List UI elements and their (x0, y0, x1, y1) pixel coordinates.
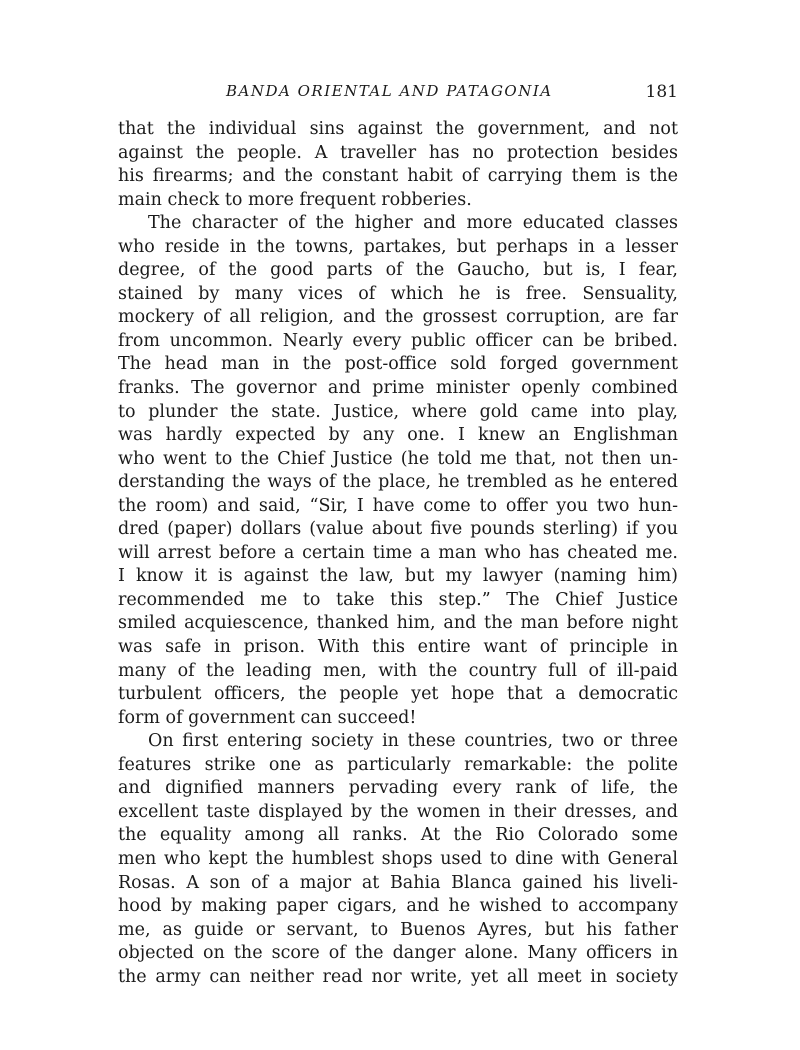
body-text (118, 118, 678, 989)
text-line: the army can neither read nor write, yet all meet in society (118, 966, 678, 987)
text-line: and dignified manners pervading every rank of life, the (118, 778, 678, 799)
text-line: that the individual sins against the government, and not (118, 119, 678, 139)
text-line: turbulent officers, the people yet hope that a democratic (118, 684, 678, 705)
text-line: was hardly expected by any one. I knew an Englishman (118, 425, 678, 446)
text-line: hood by making paper cigars, and he wished to accompany (118, 896, 678, 917)
text-line: recommended me to take this step.” The Chief Justice (118, 589, 678, 610)
text-line: against the people. A traveller has no protection besides (118, 142, 678, 163)
text-line: mockery of all religion, and the grossest corruption, are far (118, 307, 678, 328)
text-line: objected on the score of the danger alone. Many officers in (118, 943, 678, 964)
text-line: dred (paper) dollars (value about five pounds sterling) if you (118, 519, 678, 540)
text-line: the equality among all ranks. At the Rio Colorado some (118, 825, 678, 846)
text-line: excellent taste displayed by the women in their dresses, and (118, 801, 678, 822)
text-line: Rosas. A son of a major at Bahia Blanca gained his liveli- (118, 872, 678, 893)
text-line: features strike one as particularly remarkable: the polite (118, 754, 678, 775)
running-title: BANDA ORIENTAL AND PATAGONIA (226, 82, 553, 100)
text-line: franks. The governor and prime minister openly combined (118, 378, 678, 399)
page-number: 181 (645, 82, 678, 102)
paragraph-first-line: The character of the higher and more educated classes (148, 213, 678, 234)
text-line: The head man in the post-office sold forged government (118, 354, 678, 375)
text-line: form of government can succeed! (118, 707, 417, 728)
text-line: stained by many vices of which he is free. Sensuality, (118, 283, 678, 304)
text-line: his firearms; and the constant habit of carrying them is the (118, 166, 678, 187)
text-line: who went to the Chief Justice (he told me that, not then un- (118, 448, 678, 469)
text-line: smiled acquiescence, thanked him, and the man before night (118, 613, 678, 634)
text-line: will arrest before a certain time a man who has cheated me. (118, 542, 678, 563)
text-line: main check to more frequent robberies. (118, 189, 472, 210)
text-line: derstanding the ways of the place, he trembled as he entered (118, 472, 678, 493)
text-line: degree, of the good parts of the Gaucho, but is, I fear, (118, 260, 678, 281)
text-line: me, as guide or servant, to Buenos Ayres, but his father (118, 919, 678, 940)
text-line: many of the leading men, with the country full of ill-paid (118, 660, 678, 681)
text-line: to plunder the state. Justice, where gold came into play, (118, 401, 678, 422)
text-line: I know it is against the law, but my lawyer (naming him) (118, 566, 678, 587)
text-line: was safe in prison. With this entire want of principle in (118, 637, 678, 658)
text-line: men who kept the humblest shops used to dine with General (118, 848, 678, 869)
running-header (118, 82, 678, 104)
paragraph-first-line: On first entering society in these countries, two or three (148, 731, 678, 752)
text-line: the room) and said, “Sir, I have come to offer you two hun- (118, 495, 678, 516)
text-line: who reside in the towns, partakes, but perhaps in a lesser (118, 236, 678, 257)
text-line: from uncommon. Nearly every public officer can be bribed. (118, 330, 678, 351)
